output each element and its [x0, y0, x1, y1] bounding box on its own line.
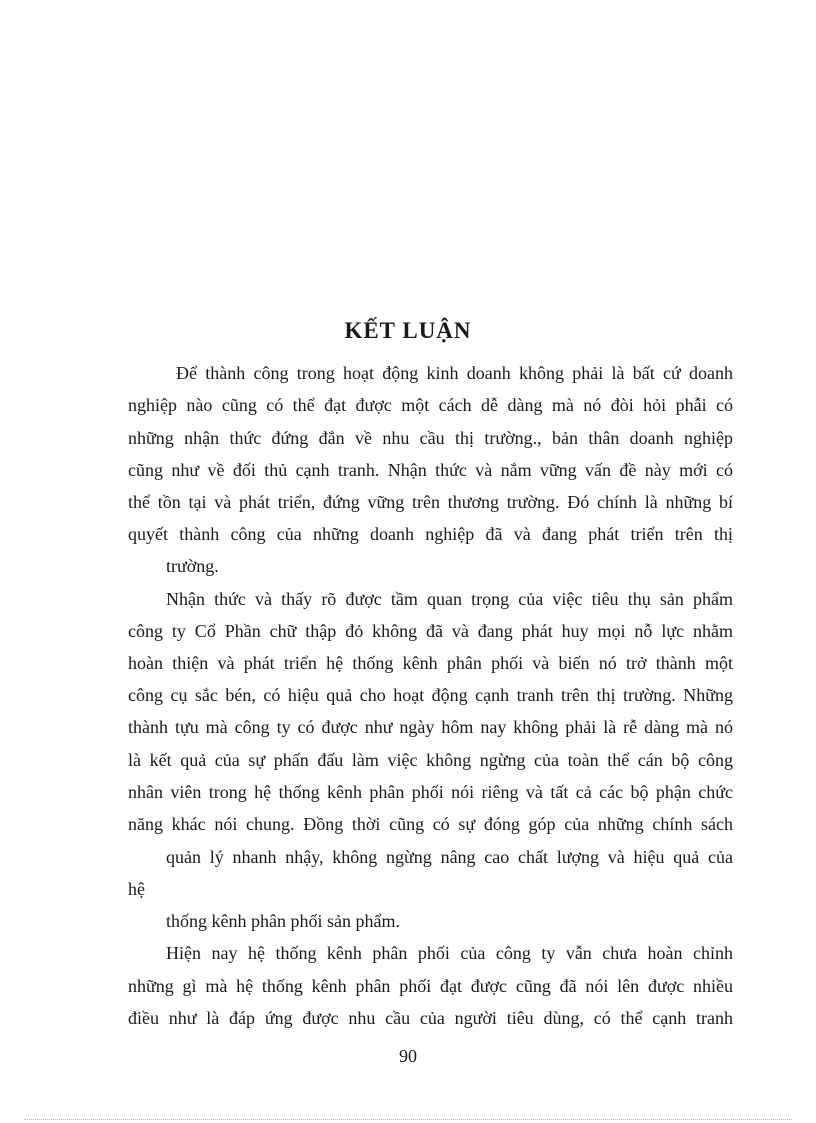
body-line-12: thành tựu mà công ty có được như ngày hôm nay không phải là rễ dàng mà nó	[128, 717, 733, 737]
body-line-13: là kết quả của sự phấn đấu làm việc không ngừng của toàn thể cán bộ công	[128, 750, 733, 770]
page-number: 90	[399, 1046, 417, 1066]
body-line-5: thể tồn tại và phát triển, đứng vững trên thương trường. Đó chính là những bí	[128, 492, 733, 512]
body-line-3: những nhận thức đứng đắn về nhu cầu thị trường., bản thân doanh nghiệp	[128, 428, 733, 448]
body-line-21: điều như là đáp ứng được nhu cầu của người tiêu dùng, có thể cạnh tranh	[128, 1008, 733, 1028]
body-line-15: năng khác nói chung. Đồng thời cũng có sự đóng góp của những chính sách	[128, 814, 733, 834]
body-line-6: quyết thành công của những doanh nghiệp đã và đang phát triển trên thị	[128, 524, 733, 544]
body-line-2: nghiệp nào cũng có thể đạt được một cách dễ dàng mà nó đòi hỏi phẫi có	[128, 395, 733, 415]
body-line-16: quản lý nhanh nhậy, không ngừng nâng cao chất lượng và hiệu quả của	[166, 847, 733, 867]
body-line-20: những gì mà hệ thống kênh phân phối đạt được cũng đã nói lên được nhiều	[128, 976, 733, 996]
body-line-18: thống kênh phân phối sản phẩm.	[166, 911, 400, 931]
body-line-7: trường.	[166, 556, 219, 576]
body-line-8: Nhận thức và thấy rõ được tầm quan trọng của việc tiêu thụ sản phẩm	[166, 589, 733, 609]
body-line-4: cũng như về đối thủ cạnh tranh. Nhận thức và nắm vững vấn đề này mới có	[128, 460, 733, 480]
body-line-17: hệ	[128, 879, 145, 899]
page-bottom-border	[24, 1119, 792, 1120]
body-line-19: Hiện nay hệ thống kênh phân phối của công ty vẫn chưa hoàn chỉnh	[166, 943, 733, 963]
body-line-9: công ty Cổ Phần chữ thập đỏ không đã và đang phát huy mọi nỗ lực nhằm	[128, 621, 733, 641]
body-line-14: nhân viên trong hệ thống kênh phân phối nói riêng và tất cả các bộ phận chức	[128, 782, 733, 802]
page-title: KẾT LUẬN	[344, 318, 472, 343]
body-line-1: Để thành công trong hoạt động kinh doanh không phải là bất cứ doanh	[176, 363, 733, 383]
body-line-10: hoàn thiện và phát triển hệ thống kênh phân phối và biến nó trở thành một	[128, 653, 733, 673]
body-line-11: công cụ sắc bén, có hiệu quả cho hoạt động cạnh tranh trên thị trường. Những	[128, 685, 733, 705]
